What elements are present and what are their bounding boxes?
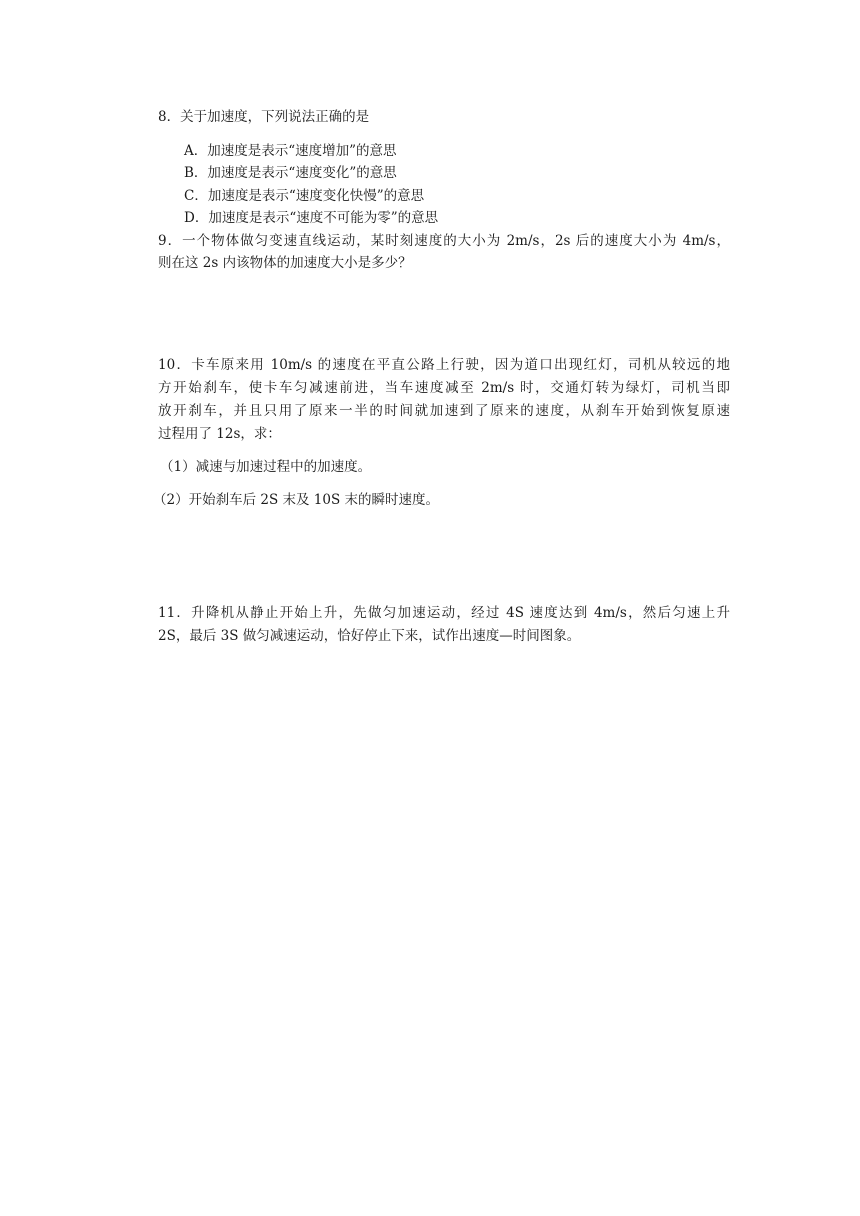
question-9-line-1: 9．一个物体做匀变速直线运动，某时刻速度的大小为 2m/s，2s 后的速度大小为 4m/s， xyxy=(158,233,730,249)
question-9-line-2: 则在这 2s 内该物体的加速度大小是多少？ xyxy=(158,255,412,271)
question-10-line-1: 10．卡车原来用 10m/s 的速度在平直公路上行驶，因为道口出现红灯，司机从较远的地 xyxy=(158,357,730,373)
question-10-sub-1: （1）减速与加速过程中的加速度。 xyxy=(160,459,372,475)
question-8-option-b: B．加速度是表示“速度变化”的意思 xyxy=(184,165,397,181)
question-8-option-a: A．加速度是表示“速度增加”的意思 xyxy=(184,143,397,159)
question-11-line-1: 11．升降机从静止开始上升，先做匀加速运动，经过 4S 速度达到 4m/s，然后匀速上升 xyxy=(158,605,730,621)
question-10-line-4: 过程用了 12s，求： xyxy=(158,426,281,442)
question-11-line-2: 2S，最后 3S 做匀减速运动，恰好停止下来，试作出速度—时间图象。 xyxy=(158,628,581,644)
question-10-line-3: 放开刹车，并且只用了原来一半的时间就加速到了原来的速度，从刹车开始到恢复原速 xyxy=(158,403,730,419)
question-8-option-c: C．加速度是表示“速度变化快慢”的意思 xyxy=(184,188,425,204)
question-10-sub-2: （2）开始刹车后 2S 末及 10S 末的瞬时速度。 xyxy=(153,492,440,508)
question-8-option-d: D．加速度是表示“速度不可能为零”的意思 xyxy=(184,210,439,226)
question-10-line-2: 方开始刹车，使卡车匀减速前进，当车速度减至 2m/s 时，交通灯转为绿灯，司机当即 xyxy=(158,380,730,396)
question-8-stem: 8．关于加速度，下列说法正确的是 xyxy=(158,109,370,125)
